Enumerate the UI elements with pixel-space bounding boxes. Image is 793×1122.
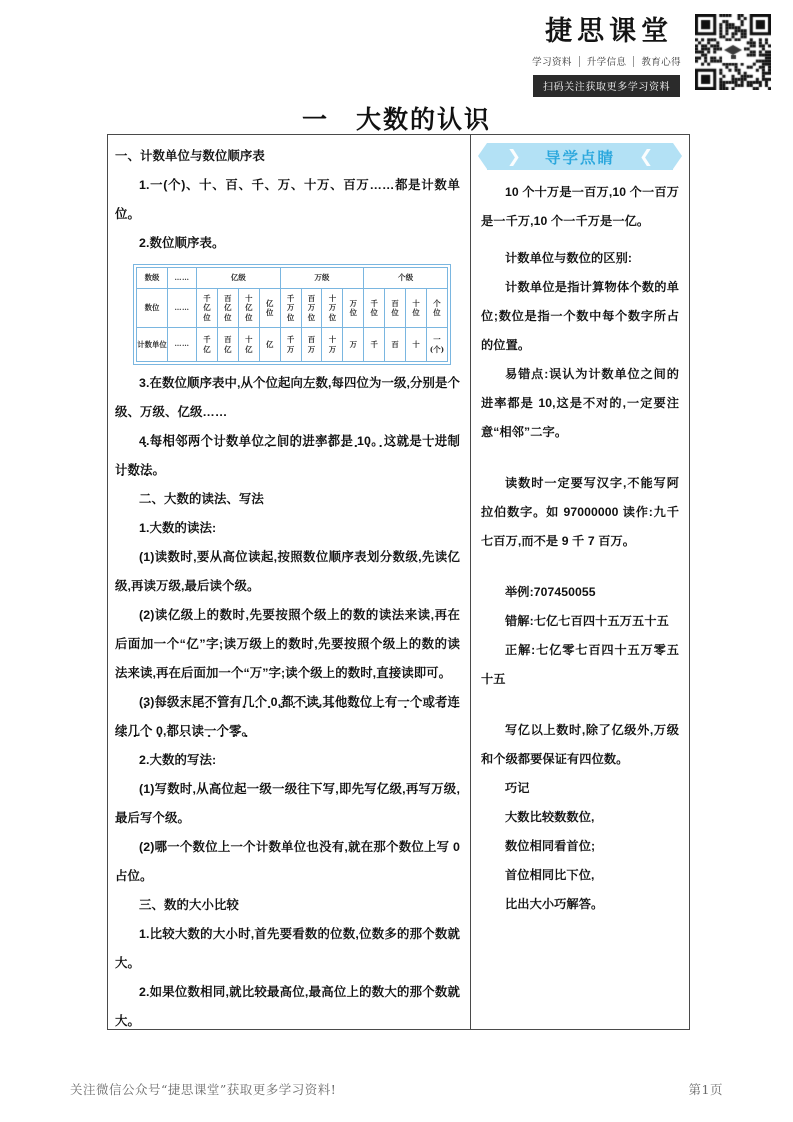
unit-cell — [197, 328, 218, 362]
brand-sub-item-2: 教育心得 — [641, 57, 681, 69]
brand-text-block — [532, 14, 681, 97]
ellipsis-cell: …… — [168, 328, 197, 362]
scan-follow-banner: 扫码关注获取更多学习资料 — [533, 75, 680, 97]
spacer — [481, 236, 679, 244]
paragraph-2-2: (1)读数时,要从高位读起,按照数位顺序表划分数级,先读亿级,再读万级,最后读个级。 — [115, 550, 460, 593]
chevron-right-icon: ❯ — [506, 147, 521, 166]
unit-cell — [426, 328, 447, 362]
unit-cell — [385, 328, 406, 362]
table-row-digits — [137, 289, 448, 328]
digit-cell — [259, 289, 280, 328]
footer-note: 关注微信公众号“捷思课堂”获取更多学习资料! — [70, 1082, 337, 1097]
digit-wan: 万 位 — [349, 298, 357, 317]
brand-name: 捷思课堂 — [545, 16, 674, 47]
section-heading-1: 一、计数单位与数位顺序表 — [115, 149, 265, 163]
note-13-mnemonic-line-3: 首位相同比下位, — [505, 868, 595, 882]
paragraph-2-5: 2.大数的写法: — [139, 753, 217, 767]
digit-qianyi: 千 亿 位 — [203, 294, 211, 322]
digit-cell — [217, 289, 238, 328]
divider — [579, 56, 580, 67]
digit-cell — [197, 289, 218, 328]
note-6-example: 举例:707450055 — [505, 585, 596, 599]
brand-header — [532, 14, 771, 97]
paragraph-2-6: (1)写数时,从高位起一级一级往下写,即先写亿级,再写万级,最后写个级。 — [115, 782, 460, 825]
digit-baiwan: 百 万 位 — [307, 294, 316, 322]
unit-shiwan: 十 万 — [328, 335, 337, 354]
digit-cell — [301, 289, 322, 328]
page-number: 第1页 — [688, 1082, 723, 1097]
note-11-mnemonic-line-1: 大数比较数数位, — [505, 810, 595, 824]
place-value-table — [133, 264, 451, 365]
paragraph-1-2: 2.数位顺序表。 — [139, 236, 225, 250]
unit-wan: 万 — [349, 339, 357, 349]
row-label-unit: 计数单位 — [137, 328, 168, 362]
digit-baiyi: 百 亿 位 — [224, 294, 232, 322]
digit-cell — [406, 289, 427, 328]
note-7-wrong: 错解:七亿七百四十五万五十五 — [505, 614, 669, 628]
digit-shi: 十 位 — [412, 298, 420, 317]
note-1: 10 个十万是一百万,10 个一百万是一千万,10 个一千万是一亿。 — [481, 185, 679, 228]
group-yi: 亿级 — [197, 268, 281, 289]
digit-ge: 个 位 — [433, 298, 441, 317]
group-ge: 个级 — [364, 268, 448, 289]
digit-cell — [322, 289, 343, 328]
digit-qian: 千 位 — [370, 298, 378, 317]
paragraph-2-1: 1.大数的读法: — [139, 521, 217, 535]
unit-baiyi: 百 亿 — [224, 335, 232, 354]
section-heading-2: 二、大数的读法、写法 — [139, 492, 264, 506]
table-row-units — [137, 328, 448, 362]
brand-subtitle-row — [532, 54, 681, 68]
ellipsis-cell: …… — [168, 268, 197, 289]
note-2: 计数单位与数位的区别: — [505, 251, 633, 265]
unit-shi: 十 — [412, 339, 420, 349]
digit-cell — [426, 289, 447, 328]
unit-bai: 百 — [391, 339, 399, 349]
row-label-digit: 数位 — [137, 289, 168, 328]
paragraph-3-2: 2.如果位数相同,就比较最高位,最高位上的数大的那个数就大。 — [115, 985, 460, 1028]
unit-cell — [301, 328, 322, 362]
note-14-mnemonic-line-4: 比出大小巧解答。 — [505, 897, 604, 911]
right-column — [471, 135, 689, 1029]
section-heading-3: 三、数的大小比较 — [139, 898, 239, 912]
note-4: 易错点:误认为计数单位之间的进率都是 10,这是不对的,一定要注意“相邻”二字。 — [481, 367, 679, 439]
table-row-levels — [137, 268, 448, 289]
spacer — [481, 447, 679, 469]
unit-cell — [238, 328, 259, 362]
spacer — [481, 556, 679, 578]
left-column — [108, 135, 471, 1029]
unit-cell — [322, 328, 343, 362]
unit-qianwan: 千 万 — [286, 335, 295, 354]
unit-cell — [364, 328, 385, 362]
banner-title: 导学点睛 — [544, 148, 615, 167]
brand-sub-item-1: 升学信息 — [586, 57, 627, 69]
unit-cell — [343, 328, 364, 362]
note-9: 写亿以上数时,除了亿级外,万级和个级都要保证有四位数。 — [481, 723, 679, 766]
note-5: 读数时一定要写汉字,不能写阿拉伯数字。如 97000000 读作:九千七百万,而不是 9 千 7 百万。 — [481, 476, 679, 548]
paragraph-1-3: 3.在数位顺序表中,从个位起向左数,每四位为一级,分别是个级、万级、亿级…… — [115, 376, 460, 419]
unit-yi: 亿 — [265, 339, 274, 349]
guide-banner — [481, 143, 679, 170]
group-wan: 万级 — [280, 268, 364, 289]
note-8-correct: 正解:七亿零七百四十五万零五十五 — [481, 643, 679, 686]
digit-cell — [343, 289, 364, 328]
unit-cell — [406, 328, 427, 362]
digit-qianwan: 千 万 位 — [286, 294, 295, 322]
divider — [633, 56, 634, 67]
unit-baiwan: 百 万 — [307, 335, 316, 354]
unit-cell — [259, 328, 280, 362]
paragraph-1-4 — [115, 427, 460, 485]
row-label-level: 数级 — [137, 268, 168, 289]
chevron-left-icon: ❮ — [639, 147, 654, 166]
unit-cell — [280, 328, 301, 362]
digit-cell — [280, 289, 301, 328]
ellipsis-cell: …… — [168, 289, 197, 328]
emphasized-text: 4.每相邻两个计数单位之间的进率都是 10。这就是十进制计数法 — [115, 434, 460, 481]
digit-yi: 亿 位 — [265, 298, 274, 317]
note-3: 计数单位是指计算物体个数的单位;数位是指一个数中每个数字所占的位置。 — [481, 280, 679, 352]
content-box — [107, 134, 690, 1030]
brand-sub-item-0: 学习资料 — [532, 57, 572, 69]
paragraph-2-3: (2)读亿级上的数时,先要按照个级上的数的读法来读,再在后面加一个“亿”字;读万级上的数时,先要按照个级上的数的读法来读,再在后面加一个“万”字;读个级上的数时,直接读即可。 — [115, 608, 460, 680]
qr-code-icon — [695, 14, 771, 90]
page-footer — [0, 1078, 793, 1100]
digit-cell — [385, 289, 406, 328]
digit-cell — [364, 289, 385, 328]
paragraph-1-4-tail: 。 — [152, 463, 165, 477]
note-10-mnemonic-title: 巧记 — [505, 781, 530, 795]
unit-cell — [217, 328, 238, 362]
unit-qian: 千 — [370, 339, 378, 349]
paragraph-2-7: (2)哪一个数位上一个计数单位也没有,就在那个数位上写 0 占位。 — [115, 840, 460, 883]
paragraph-2-4 — [115, 688, 460, 746]
paragraph-3-1: 1.比较大数的大小时,首先要看数的位数,位数多的那个数就大。 — [115, 927, 460, 970]
unit-ge: 一 (个) — [429, 335, 445, 354]
spacer — [481, 694, 679, 716]
digit-shiwan: 十 万 位 — [328, 294, 337, 322]
page-title: 一 大数的认识 — [301, 105, 491, 134]
emphasized-text: (3)每级末尾不管有几个 0,都不读,其他数位上有一个或者连续几个 0,都只读一个零。 — [115, 695, 460, 742]
note-12-mnemonic-line-2: 数位相同看首位; — [505, 839, 596, 853]
digit-bai: 百 位 — [391, 298, 399, 317]
unit-shiyi: 十 亿 — [245, 335, 253, 354]
digit-shiyi: 十 亿 位 — [245, 294, 253, 322]
paragraph-1-1: 1.一(个)、十、百、千、万、十万、百万……都是计数单位。 — [115, 178, 460, 221]
digit-cell — [238, 289, 259, 328]
unit-qianyi: 千 亿 — [203, 335, 211, 354]
